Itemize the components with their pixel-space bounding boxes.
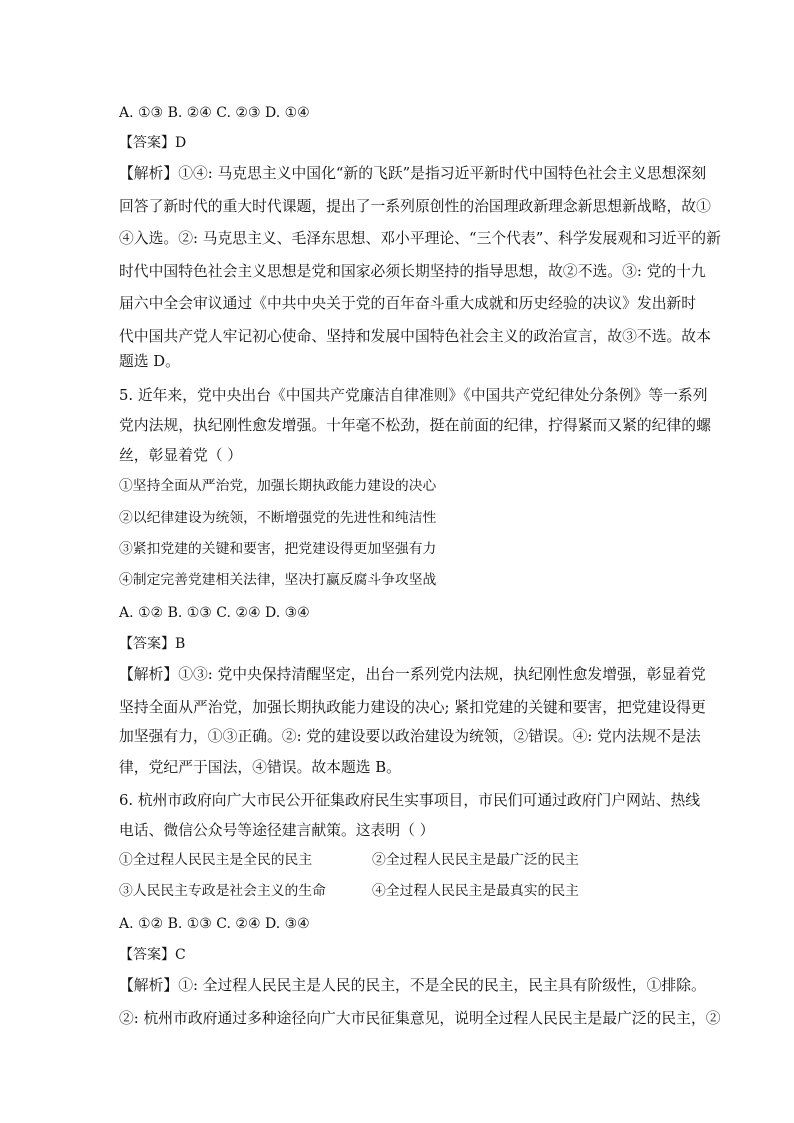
- q6-stem-line: 电话、微信公众号等途径建言献策。这表明（ ）: [119, 822, 435, 839]
- q6-option-row: [119, 852, 579, 868]
- q4-analysis-line: 届六中全会审议通过《中共中央关于党的百年奋斗重大成就和历史经验的决议》发出新时: [119, 295, 697, 312]
- analysis-text: ①③: 党中央保持清醒坚定，出台一系列党内法规，执纪刚性愈发增强，彰显着党: [178, 666, 706, 683]
- answer-label: 【答案】: [119, 135, 175, 151]
- analysis-label: 【解析】: [119, 666, 179, 683]
- analysis-label: 【解析】: [119, 977, 179, 994]
- q4-answer: [119, 136, 186, 150]
- q4-choices: A. ①③ B. ②④ C. ②③ D. ①④: [119, 105, 310, 121]
- q5-analysis-line: [119, 668, 706, 683]
- analysis-text: ①④: 马克思主义中国化“新的飞跃”是指习近平新时代中国特色社会主义思想深刻: [178, 165, 707, 182]
- q5-option: ③紧扣党建的关键和要害，把党建设得更加坚强有力: [119, 541, 437, 557]
- answer-label: 【答案】: [119, 636, 175, 652]
- q5-analysis-line: 坚持全面从严治党，加强长期执政能力建设的决心; 紧扣党建的关键和要害，把党建设得更: [119, 699, 706, 716]
- q5-option: ①坚持全面从严治党，加强长期执政能力建设的决心: [119, 478, 437, 494]
- q6-analysis-line: [119, 979, 706, 994]
- q5-analysis-line: 加坚强有力，①③正确。②: 党的建设要以政治建设为统领，②错误。④: 党内法规不是法: [119, 728, 701, 745]
- q5-choices: A. ①② B. ①③ C. ②④ D. ③④: [119, 605, 310, 621]
- q6-choices: A. ①② B. ①③ C. ②④ D. ③④: [119, 916, 310, 932]
- q4-analysis-line: 回答了新时代的重大时代课题，提出了一系列原创性的治国理政新理念新思想新战略，故①: [119, 198, 711, 215]
- q5-stem-line: 5. 近年来，党中央出台《中国共产党廉洁自律准则》《中国共产党纪律处分条例》等一系列: [119, 387, 708, 404]
- analysis-text: ①: 全过程人民民主是人民的民主，不是全民的民主，民主具有阶级性，①排除。: [178, 977, 706, 994]
- q4-analysis-line: 题选 D。: [119, 353, 180, 370]
- q4-analysis-line: ④入选。②: 马克思主义、毛泽东思想、邓小平理论、“三个代表”、科学发展观和习近平的新: [119, 230, 721, 247]
- answer-label: 【答案】: [119, 947, 175, 963]
- q4-analysis-line: 时代中国特色社会主义思想是党和国家必须长期坚持的指导思想，故②不选。③: 党的十九: [119, 263, 706, 280]
- q5-stem-line: 丝，彰显着党（ ）: [119, 447, 243, 464]
- q4-analysis-line: [119, 167, 706, 182]
- q6-answer: [119, 948, 186, 962]
- q6-option: ①全过程人民民主是全民的民主: [119, 852, 313, 868]
- q5-option: ④制定完善党建相关法律，坚决打赢反腐斗争攻坚战: [119, 572, 437, 588]
- analysis-label: 【解析】: [119, 165, 179, 182]
- q6-option: ④全过程人民民主是最真实的民主: [372, 883, 579, 899]
- q5-stem-line: 党内法规，执纪刚性愈发增强。十年毫不松劲，挺在前面的纪律，拧得紧而又紧的纪律的螺: [119, 417, 711, 434]
- answer-value: B: [175, 636, 186, 652]
- q4-analysis-line: 代中国共产党人牢记初心使命、坚持和发展中国特色社会主义的政治宣言，故③不选。故本: [119, 328, 711, 345]
- answer-value: C: [175, 947, 186, 963]
- q6-option-row: [119, 883, 579, 899]
- q5-answer: [119, 637, 185, 651]
- q6-stem-line: 6. 杭州市政府向广大市民公开征集政府民生实事项目，市民们可通过政府门户网站、热线: [119, 792, 701, 809]
- q6-option: ③人民民主专政是社会主义的生命: [119, 883, 326, 899]
- q5-option: ②以纪律建设为统领，不断增强党的先进性和纯洁性: [119, 510, 437, 526]
- q5-analysis-line: 律，党纪严于国法，④错误。故本题选 B。: [119, 759, 401, 776]
- q6-analysis-line: ②: 杭州市政府通过多种途径向广大市民征集意见，说明全过程人民民主是最广泛的民主，②: [119, 1010, 721, 1027]
- answer-value: D: [175, 135, 187, 151]
- q6-option: ②全过程人民民主是最广泛的民主: [372, 852, 579, 868]
